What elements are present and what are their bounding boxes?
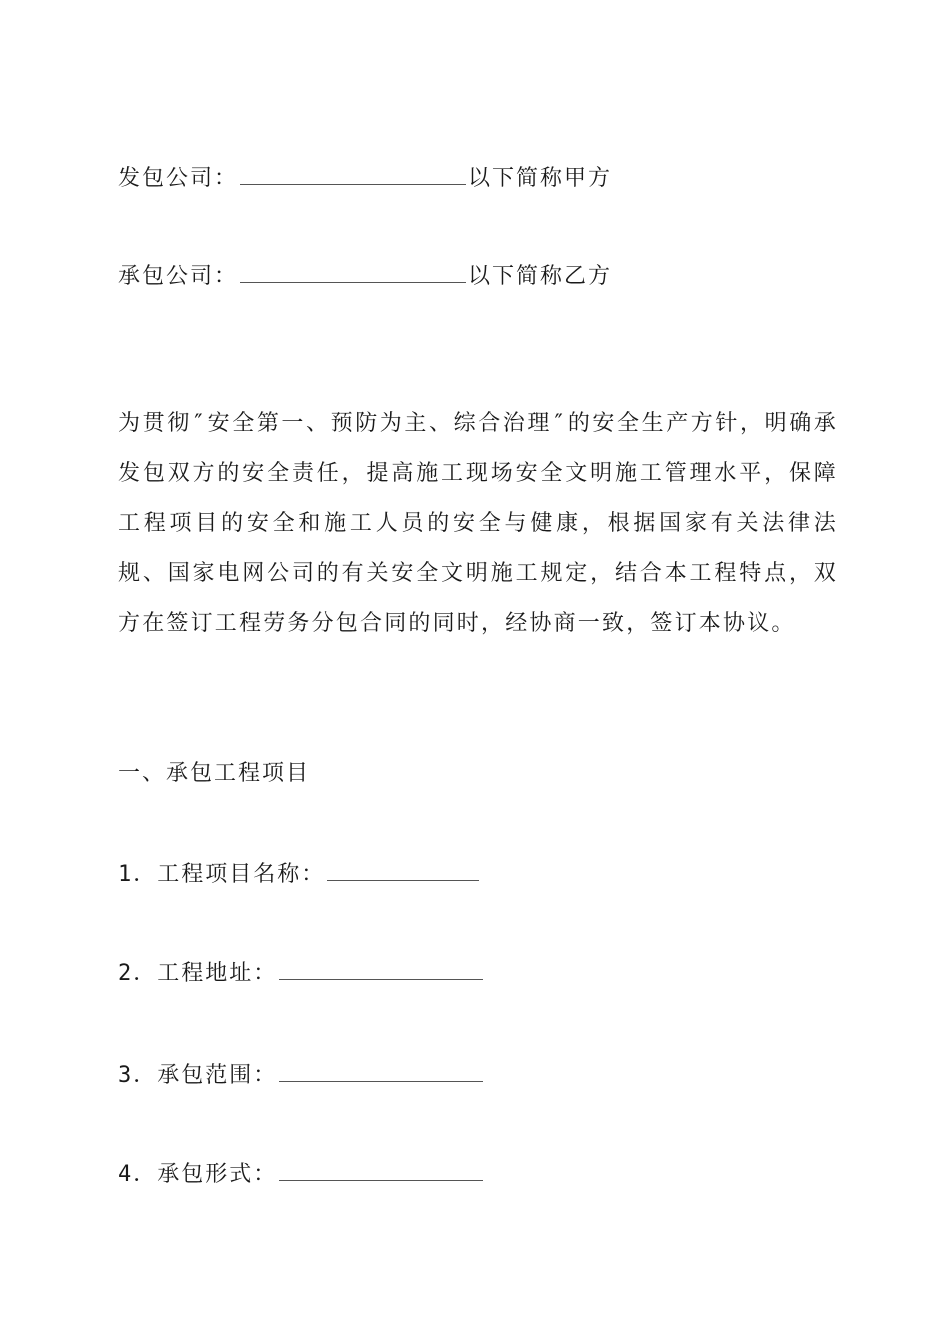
item-scope	[118, 1059, 485, 1091]
item-label: 1．工程项目名称：	[118, 862, 326, 887]
contractor-blank-field[interactable]	[240, 260, 466, 283]
item-label: 2．工程地址：	[118, 961, 278, 986]
item-label: 3．承包范围：	[118, 1063, 278, 1088]
project-address-blank-field[interactable]	[279, 957, 483, 980]
item-form	[118, 1158, 485, 1190]
employer-label: 发包公司：	[118, 166, 239, 191]
employer-blank-field[interactable]	[240, 162, 466, 185]
project-name-blank-field[interactable]	[327, 858, 479, 881]
item-project-name	[118, 858, 481, 890]
employer-line	[118, 162, 612, 194]
form-blank-field[interactable]	[279, 1158, 483, 1181]
contractor-line	[118, 260, 612, 292]
section-heading: 一、承包工程项目	[118, 761, 311, 786]
scope-blank-field[interactable]	[279, 1059, 483, 1082]
preamble-paragraph: 为贯彻″安全第一、预防为主、综合治理″的安全生产方针，明确承发包双方的安全责任，提高施工现场安全文明施工管理水平，保障工程项目的安全和施工人员的安全与健康，根据国家有关法律法规、国家电网公司的有关安全文明施工规定，结合本工程特点，双方在签订工程劳务分包合同的同时，经协商一致，签订本协议。	[118, 411, 838, 636]
item-project-address	[118, 957, 485, 989]
employer-suffix: 以下简称甲方	[468, 166, 613, 191]
contractor-suffix: 以下简称乙方	[468, 264, 613, 289]
contractor-label: 承包公司：	[118, 264, 239, 289]
item-label: 4．承包形式：	[118, 1162, 278, 1187]
